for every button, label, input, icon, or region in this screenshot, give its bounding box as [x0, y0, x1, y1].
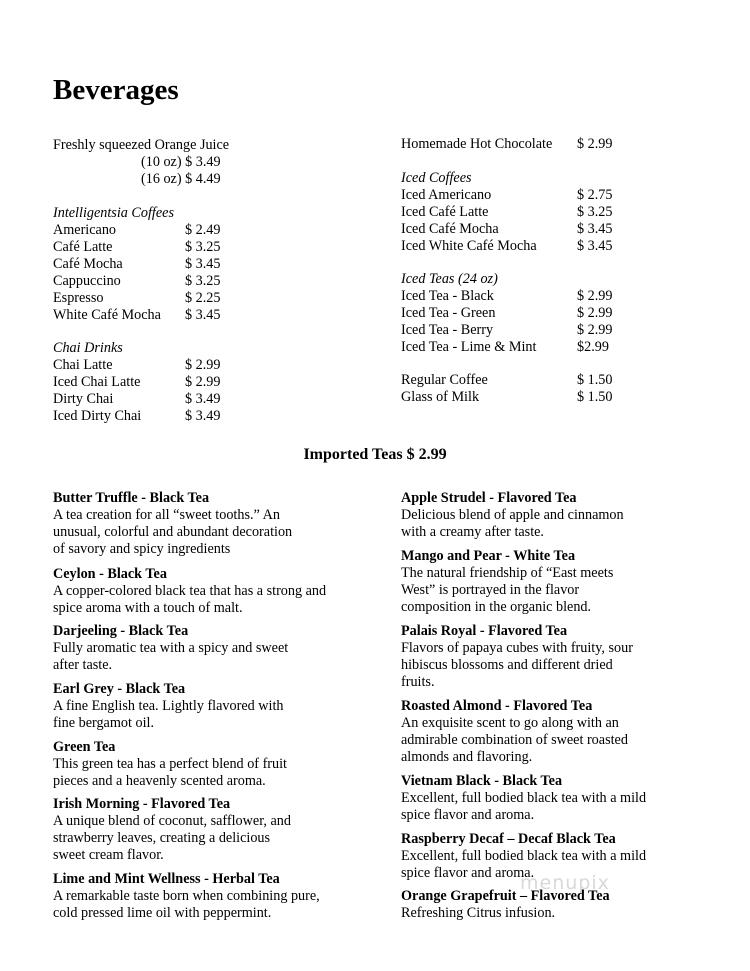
item-name: White Café Mocha	[53, 307, 161, 323]
item-price: $ 3.25	[185, 239, 221, 255]
item-price: $ 3.25	[185, 273, 221, 289]
item-price: $ 2.99	[185, 374, 221, 390]
tea-title: Darjeeling - Black Tea	[53, 623, 189, 639]
tea-title: Ceylon - Black Tea	[53, 566, 167, 582]
menu-item	[53, 273, 220, 290]
item-price: $ 1.50	[577, 389, 613, 405]
item-name: Espresso	[53, 290, 104, 306]
tea-entry	[401, 623, 711, 691]
item-price: $ 2.99	[577, 322, 613, 338]
item-price: $ 2.99	[577, 288, 613, 304]
menu-item	[401, 305, 612, 322]
item-price: $ 1.50	[577, 372, 613, 388]
tea-entry	[53, 490, 363, 558]
chai-section	[53, 340, 220, 425]
item-name: Chai Latte	[53, 357, 113, 373]
tea-title: Apple Strudel - Flavored Tea	[401, 490, 577, 506]
iced-teas-heading: Iced Teas (24 oz)	[401, 271, 498, 287]
orange-juice-size-10oz: (10 oz) $ 3.49	[141, 154, 221, 170]
tea-entry	[401, 548, 711, 616]
menu-item	[401, 204, 612, 221]
tea-entry	[53, 871, 363, 922]
item-price: $ 3.45	[185, 256, 221, 272]
item-name: Iced Café Mocha	[401, 221, 499, 237]
menu-item	[53, 290, 220, 307]
item-name: Iced Americano	[401, 187, 492, 203]
tea-title: Raspberry Decaf – Decaf Black Tea	[401, 831, 616, 847]
tea-entry	[53, 796, 363, 864]
item-name: Iced Tea - Green	[401, 305, 496, 321]
item-name: Americano	[53, 222, 117, 238]
tea-title: Orange Grapefruit – Flavored Tea	[401, 888, 610, 904]
item-price: $ 3.45	[577, 221, 613, 237]
tea-entry	[53, 739, 363, 790]
item-name: Iced Tea - Lime & Mint	[401, 339, 537, 355]
iced-coffees-heading: Iced Coffees	[401, 170, 472, 186]
menu-item	[53, 374, 220, 391]
item-name: Iced White Café Mocha	[401, 238, 537, 254]
tea-description: This green tea has a perfect blend of fruit pieces and a heavenly scented aroma.	[53, 756, 287, 789]
orange-juice-size-16oz: (16 oz) $ 4.49	[141, 171, 221, 187]
other-drinks-section	[401, 372, 612, 406]
coffees-heading: Intelligentsia Coffees	[53, 205, 174, 221]
item-price: $ 2.25	[185, 290, 221, 306]
menu-item	[53, 222, 220, 239]
tea-title: Green Tea	[53, 739, 116, 755]
item-price: $ 3.49	[185, 391, 221, 407]
item-name: Café Mocha	[53, 256, 123, 272]
coffees-section	[53, 205, 220, 324]
menu-item	[401, 187, 612, 204]
item-price: $ 3.45	[185, 307, 221, 323]
menu-item	[401, 372, 612, 389]
item-name: Iced Chai Latte	[53, 374, 141, 390]
tea-description: The natural friendship of “East meets West” is portrayed in the flavor composition in the organic blend.	[401, 565, 614, 615]
tea-title: Mango and Pear - White Tea	[401, 548, 576, 564]
item-price: $ 3.49	[185, 408, 221, 424]
page-title: Beverages	[53, 74, 179, 106]
tea-title: Lime and Mint Wellness - Herbal Tea	[53, 871, 280, 887]
item-name: Iced Tea - Black	[401, 288, 494, 304]
tea-description: Excellent, full bodied black tea with a mild spice flavor and aroma.	[401, 790, 647, 823]
tea-description: A fine English tea. Lightly flavored with fine bergamot oil.	[53, 698, 284, 731]
chai-heading: Chai Drinks	[53, 340, 123, 356]
item-price: $ 3.25	[577, 204, 613, 220]
menu-item	[53, 391, 220, 408]
tea-description: A remarkable taste born when combining pure, cold pressed lime oil with peppermint.	[53, 888, 320, 921]
item-name: Glass of Milk	[401, 389, 480, 405]
item-price: $ 2.99	[577, 136, 613, 152]
menu-item	[53, 408, 220, 425]
menu-item	[53, 239, 220, 256]
item-price: $ 2.99	[577, 305, 613, 321]
item-price: $ 2.49	[185, 222, 221, 238]
menu-item	[401, 322, 612, 339]
item-name: Iced Dirty Chai	[53, 408, 142, 424]
item-name: Iced Tea - Berry	[401, 322, 494, 338]
tea-description: A tea creation for all “sweet tooths.” An unusual, colorful and abundant decoration of savory and spicy ingredients	[53, 507, 293, 557]
tea-entry	[53, 623, 363, 674]
item-price: $ 3.45	[577, 238, 613, 254]
item-name: Dirty Chai	[53, 391, 114, 407]
item-name: Cappuccino	[53, 273, 121, 289]
tea-entry	[401, 773, 711, 824]
item-price: $ 2.75	[577, 187, 613, 203]
imported-teas-heading: Imported Teas $ 2.99	[303, 446, 447, 463]
tea-description: Flavors of papaya cubes with fruity, sour hibiscus blossoms and different dried fruits.	[401, 640, 633, 690]
tea-description: Refreshing Citrus infusion.	[401, 905, 556, 921]
tea-description: A unique blend of coconut, safflower, and strawberry leaves, creating a delicious sweet cream flavor.	[53, 813, 291, 863]
menu-item	[401, 389, 612, 406]
menu-item	[53, 357, 220, 374]
watermark: menupix	[520, 872, 610, 894]
menu-item	[401, 136, 612, 153]
tea-entry	[53, 681, 363, 732]
tea-title: Butter Truffle - Black Tea	[53, 490, 210, 506]
tea-description: Excellent, full bodied black tea with a mild spice flavor and aroma.	[401, 848, 647, 881]
item-name: Café Latte	[53, 239, 113, 255]
hot-chocolate-section	[401, 136, 612, 153]
menu-item	[53, 256, 220, 273]
tea-title: Vietnam Black - Black Tea	[401, 773, 563, 789]
item-name: Homemade Hot Chocolate	[401, 136, 553, 152]
item-name: Regular Coffee	[401, 372, 488, 388]
orange-juice-section	[53, 137, 229, 188]
tea-title: Irish Morning - Flavored Tea	[53, 796, 231, 812]
tea-description: Fully aromatic tea with a spicy and sweet after taste.	[53, 640, 289, 673]
iced-teas-section	[401, 271, 612, 356]
menu-item	[53, 307, 220, 324]
menu-item	[401, 238, 612, 255]
tea-title: Palais Royal - Flavored Tea	[401, 623, 568, 639]
item-price: $ 2.99	[185, 357, 221, 373]
menu-item	[401, 288, 612, 305]
tea-description: Delicious blend of apple and cinnamon with a creamy after taste.	[401, 507, 624, 540]
item-name: Iced Café Latte	[401, 204, 489, 220]
tea-entry	[53, 566, 363, 617]
item-price: $2.99	[577, 339, 609, 355]
tea-description: An exquisite scent to go along with an admirable combination of sweet roasted almonds and flavoring.	[401, 715, 628, 765]
tea-title: Earl Grey - Black Tea	[53, 681, 186, 697]
tea-entry	[401, 490, 711, 541]
tea-entry	[401, 698, 711, 766]
menu-item	[401, 221, 612, 238]
tea-description: A copper-colored black tea that has a strong and spice aroma with a touch of malt.	[53, 583, 327, 616]
orange-juice-label: Freshly squeezed Orange Juice	[53, 137, 230, 153]
iced-coffees-section	[401, 170, 612, 255]
menu-item	[401, 339, 612, 356]
tea-title: Roasted Almond - Flavored Tea	[401, 698, 593, 714]
